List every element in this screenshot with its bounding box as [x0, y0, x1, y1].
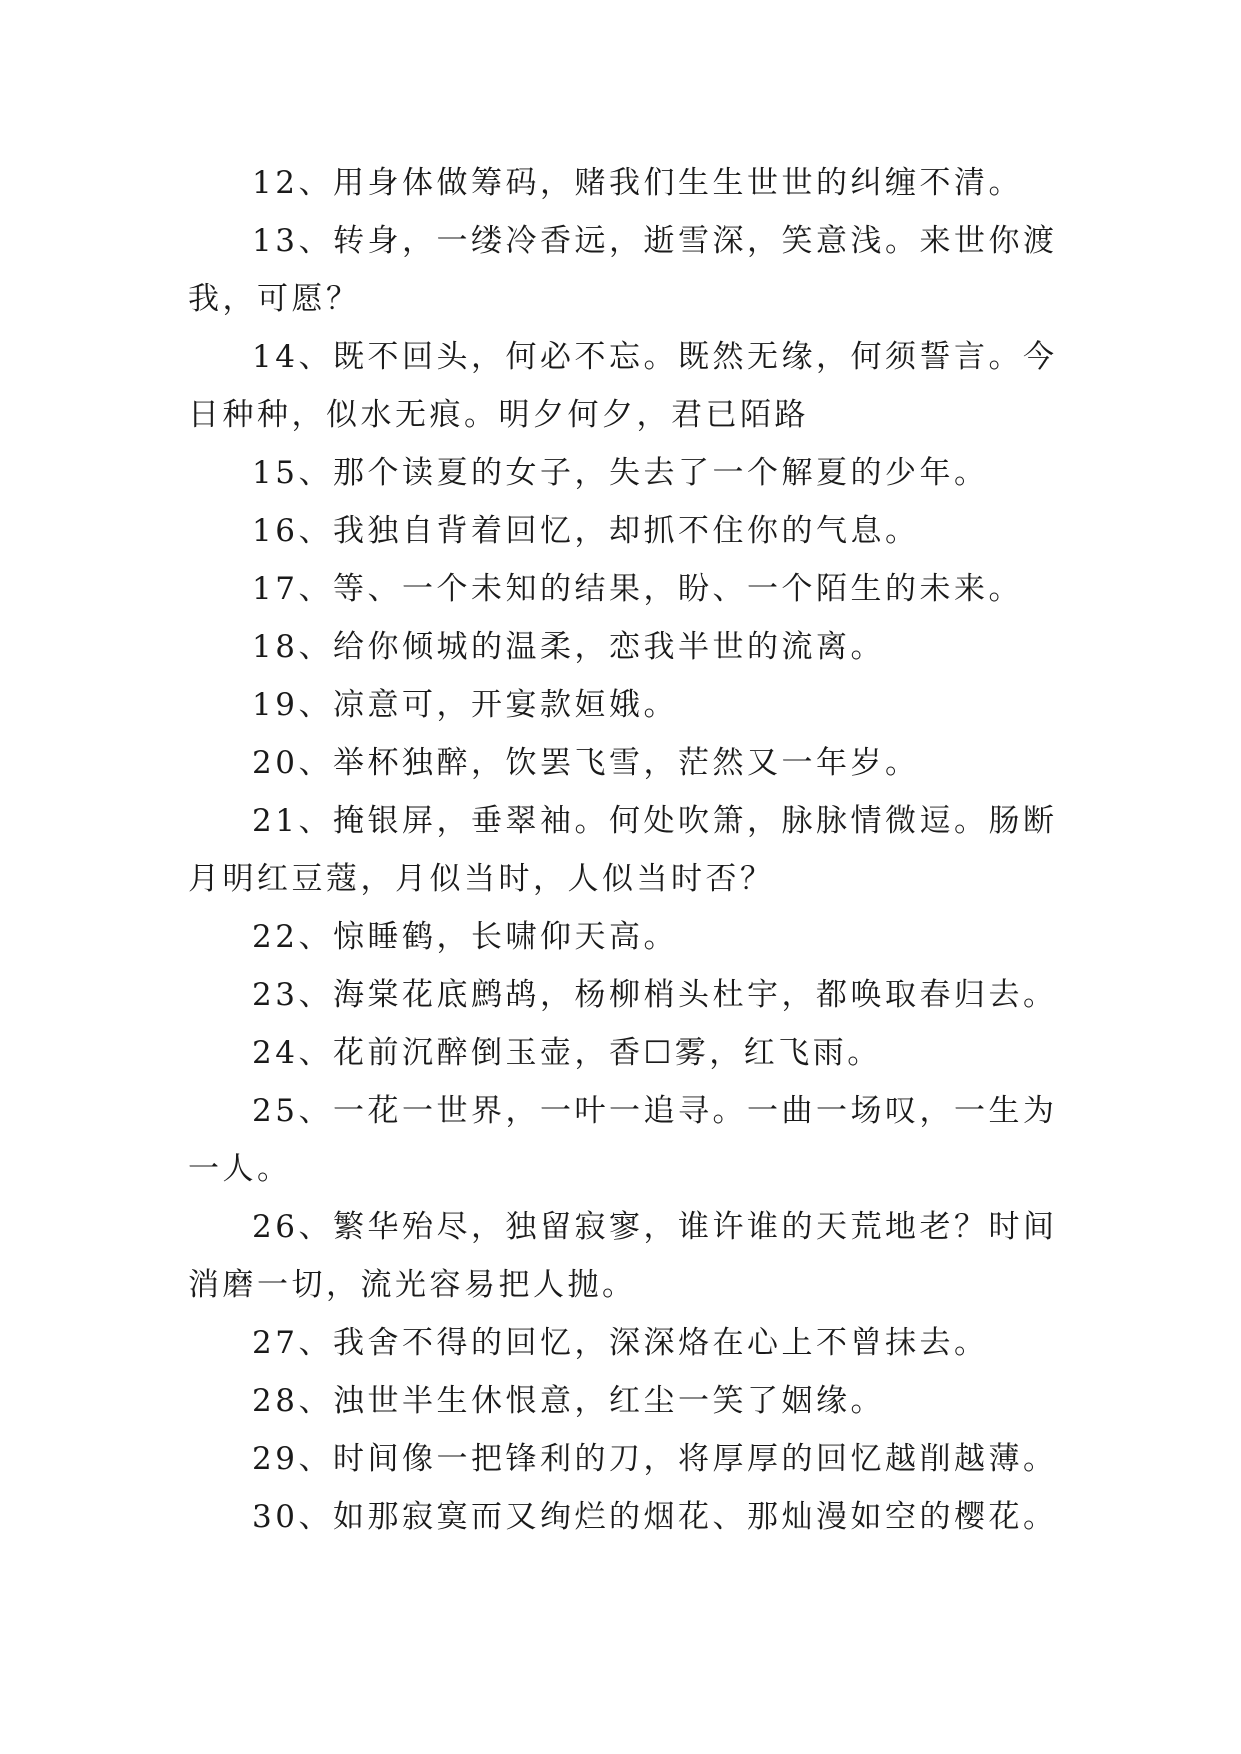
document-body	[188, 154, 1058, 1546]
paragraph-24: 24、花前沉醉倒玉壶，香☐雾，红飞雨。	[252, 1035, 882, 1071]
paragraph-30: 30、如那寂寞而又绚烂的烟花、那灿漫如空的樱花。	[252, 1499, 1058, 1535]
paragraph-23: 23、海棠花底鹧鸪，杨柳梢头杜宇，都唤取春归去。	[252, 977, 1058, 1013]
paragraph-20: 20、举杯独醉，饮罢飞雪，茫然又一年岁。	[252, 745, 920, 781]
paragraph-22: 22、惊睡鹤，长啸仰天高。	[252, 919, 678, 955]
paragraph-19: 19、凉意可，开宴款姮娥。	[252, 687, 678, 723]
paragraph-21: 21、掩银屏，垂翠袖。何处吹箫，脉脉情微逗。肠断月明红豆蔻，月似当时，人似当时否？	[188, 803, 1058, 897]
paragraph-15: 15、那个读夏的女子，失去了一个解夏的少年。	[252, 455, 989, 491]
paragraph-12: 12、用身体做筹码，赌我们生生世世的纠缠不清。	[252, 165, 1023, 201]
paragraph-13: 13、转身，一缕冷香远，逝雪深，笑意浅。来世你渡我，可愿？	[188, 223, 1058, 317]
paragraph-16: 16、我独自背着回忆，却抓不住你的气息。	[252, 513, 920, 549]
paragraph-17: 17、等、一个未知的结果，盼、一个陌生的未来。	[252, 571, 1023, 607]
paragraph-28: 28、浊世半生休恨意，红尘一笑了姻缘。	[252, 1383, 885, 1419]
paragraph-26: 26、繁华殆尽，独留寂寥，谁许谁的天荒地老？时间消磨一切，流光容易把人抛。	[188, 1209, 1058, 1303]
paragraph-14: 14、既不回头，何必不忘。既然无缘，何须誓言。今日种种，似水无痕。明夕何夕，君已陌路	[188, 339, 1058, 433]
paragraph-18: 18、给你倾城的温柔，恋我半世的流离。	[252, 629, 885, 665]
paragraph-27: 27、我舍不得的回忆，深深烙在心上不曾抹去。	[252, 1325, 989, 1361]
paragraph-29: 29、时间像一把锋利的刀，将厚厚的回忆越削越薄。	[252, 1441, 1058, 1477]
paragraph-25: 25、一花一世界，一叶一追寻。一曲一场叹，一生为一人。	[188, 1093, 1058, 1187]
